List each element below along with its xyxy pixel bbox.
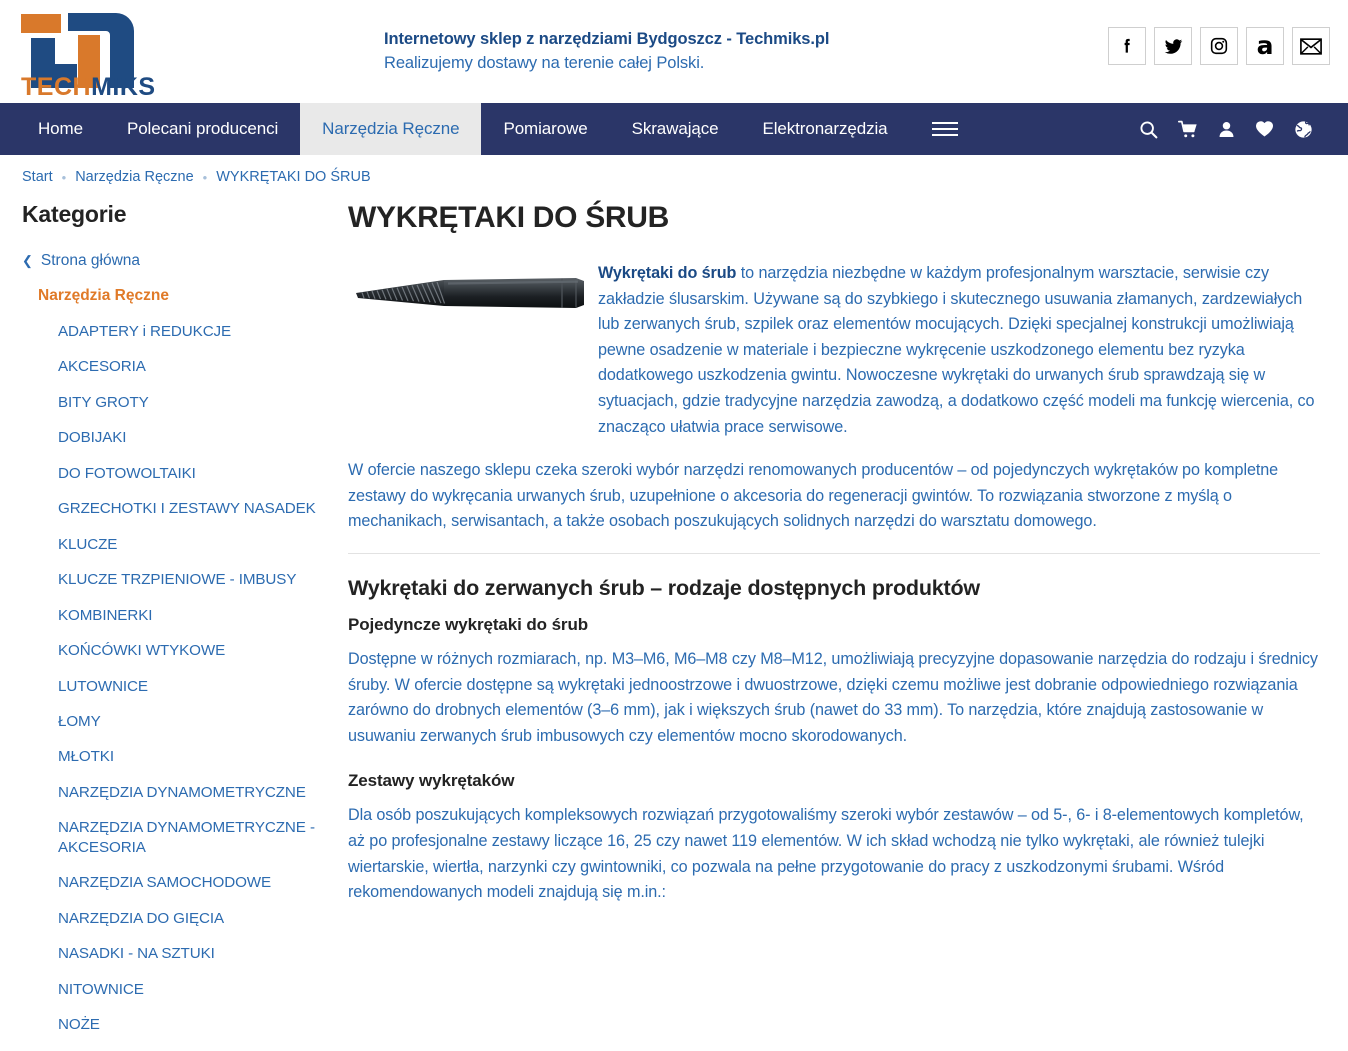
nav-item-skrawajace[interactable]: Skrawające (631, 119, 719, 138)
instagram-button[interactable] (1200, 27, 1238, 65)
category-sidebar (0, 201, 330, 1051)
logo-mark (12, 4, 162, 99)
user-icon[interactable] (1217, 119, 1236, 140)
nav-item-narzedzia-reczne[interactable]: Narzędzia Ręczne (300, 103, 481, 155)
intro-row (348, 261, 1320, 458)
envelope-icon (1300, 38, 1322, 55)
page-title: WYKRĘTAKI DO ŚRUB (348, 201, 670, 234)
logo-text-tech: TECH (21, 73, 92, 101)
sidebar-item-nasadki-na-sztuki[interactable]: NASADKI - NA SZTUKI (58, 945, 215, 963)
sidebar-item-narzedzia-dynamometryczne[interactable]: NARZĘDZIA DYNAMOMETRYCZNE (58, 783, 306, 801)
allegro-button[interactable] (1246, 27, 1284, 65)
sidebar-item-grzechotki-i-zestawy-nasadek[interactable]: GRZECHOTKI I ZESTAWY NASADEK (58, 500, 316, 518)
breadcrumb-item-current[interactable]: WYKRĘTAKI DO ŚRUB (216, 169, 371, 185)
sidebar-item-akcesoria[interactable]: AKCESORIA (58, 358, 146, 376)
header-subtitle: Realizujemy dostawy na terenie całej Polski. (384, 53, 705, 72)
sidebar-item-current-category[interactable]: Narzędzia Ręczne (38, 287, 169, 304)
sidebar-item-home[interactable] (22, 252, 330, 270)
paragraph-2: W ofercie naszego sklepu czeka szeroki wybór narzędzi renomowanych producentów – od pojedynczych wykrętaków po kompletne zestawy do wykręcania urwanych śrub, uzupełnione o akcesoria do regeneracji gwintów. To rozwiązania stworzone z myślą o mechanikach, serwisantach, a także osobach poszukujących solidnych narzędzi do warsztatu domowego. (348, 461, 1279, 531)
site-header (0, 0, 1348, 103)
nav-item-pomiarowe[interactable]: Pomiarowe (503, 119, 588, 138)
subsection-heading-1: Pojedyncze wykrętaki do śrub (348, 614, 589, 634)
section-divider (348, 553, 1320, 554)
sidebar-item-koncowki-wtykowe[interactable]: KOŃCÓWKI WTYKOWE (58, 642, 226, 660)
breadcrumb-separator: • (61, 169, 67, 185)
site-logo[interactable] (12, 4, 162, 99)
sidebar-item-bity-groty[interactable]: BITY GROTY (58, 393, 149, 411)
page-content (0, 185, 1348, 1051)
header-tagline (384, 28, 829, 76)
main-column (330, 201, 1348, 1051)
intro-text (598, 261, 1320, 458)
screw-extractor-icon (348, 267, 588, 327)
subsection-heading-2: Zestawy wykrętaków (348, 771, 515, 791)
heart-icon[interactable] (1254, 119, 1275, 139)
section-heading: Wykrętaki do zerwanych śrub – rodzaje dostępnych produktów (348, 575, 980, 600)
sidebar-item-narzedzia-do-giecia[interactable]: NARZĘDZIA DO GIĘCIA (58, 909, 225, 927)
header-title: Internetowy sklep z narzędziami Bydgoszcz - Techmiks.pl (384, 29, 830, 48)
sidebar-item-label: Strona główna (40, 252, 140, 269)
sidebar-item-narzedzia-samochodowe[interactable]: NARZĘDZIA SAMOCHODOWE (58, 874, 272, 892)
breadcrumb (0, 155, 1348, 185)
subsection-paragraph-2: Dla osób poszukujących kompleksowych rozwiązań przygotowaliśmy szeroki wybór zestawów – od 5-, 6- i 8-elementowych kompletów, aż po profesjonalne zestawy liczące 16, 25 czy nawet 119 elementów. W ich skład wchodzą nie tylko wykrętaki, ale również tulejki wiertarskie, wiertła, narzynki czy gwintowniki, co pozwala na pełne przygotowanie do pracy z uszkodzonymi śrubami. Wśród rekomendowanych modeli znajdują się m.in.: (348, 806, 1304, 902)
sidebar-item-klucze-trzpieniowe-imbusy[interactable]: KLUCZE TRZPIENIOWE - IMBUSY (58, 571, 297, 589)
sidebar-item-do-fotowoltaiki[interactable]: DO FOTOWOLTAIKI (58, 464, 196, 482)
nav-item-elektronarzedzia[interactable]: Elektronarzędzia (762, 119, 888, 138)
facebook-button[interactable] (1108, 27, 1146, 65)
subsection-paragraph-1: Dostępne w różnych rozmiarach, np. M3–M6, M6–M8 czy M8–M12, umożliwiają precyzyjne dopasowanie narzędzia do rodzaju i średnicy śruby. W ofercie dostępne są wykrętaki jednoostrzowe i dwuostrzowe, dzięki czemu możliwe jest dobranie odpowiedniego rozwiązania zarówno do drobnych elementów (3–6 mm), jak i większych śrub (nawet do 33 mm). To narzędzia, które znajdują zastosowanie w usuwaniu zerwanych śrub imbusowych czy elementów mocno skorodowanych. (348, 649, 1318, 745)
sidebar-item-kombinerki[interactable]: KOMBINERKI (58, 606, 153, 624)
nav-utility-icons (1138, 103, 1314, 155)
intro-paragraph (598, 261, 1320, 440)
instagram-icon (1209, 36, 1229, 56)
hamburger-icon (932, 118, 958, 140)
sidebar-item-narzedzia-dynamometryczne-akcesoria[interactable]: NARZĘDZIA DYNAMOMETRYCZNE - AKCESORIA (58, 819, 315, 856)
sidebar-item-lutownice[interactable]: LUTOWNICE (58, 677, 148, 695)
nav-item-home[interactable]: Home (38, 119, 83, 138)
cart-icon[interactable] (1177, 119, 1199, 140)
sidebar-item-lomy[interactable]: ŁOMY (58, 712, 101, 730)
main-navigation (0, 103, 1348, 155)
sidebar-heading: Kategorie (22, 201, 127, 227)
breadcrumb-item-start[interactable]: Start (22, 169, 53, 185)
hamburger-menu-button[interactable] (910, 103, 980, 155)
allegro-letter: a (1256, 30, 1274, 60)
sidebar-item-klucze[interactable]: KLUCZE (58, 535, 118, 553)
intro-paragraph-rest: to narzędzia niezbędne w każdym profesjonalnym warsztacie, serwisie czy zakładzie ślusarskim. Używane są do szybkiego i skutecznego usuwania złamanych, zardzewiałych lub zerwanych śrub, szpilek oraz elementów mocujących. Dzięki specjalnej konstrukcji umożliwiają pewne osadzenie w materiale i bezpieczne wykręcenie uszkodzonego elementu bez ryzyka dodatkowego uszkodzenia gwintu. Nowoczesne wykrętaki do urwanych śrub sprawdzają się w sytuacjach, gdzie tradycyjne narzędzia zawodzą, a dodatkowo część modeli ma funkcję wiercenia, co znacząco ułatwia prace serwisowe. (598, 264, 1315, 436)
logo-text-miks: MIKS (91, 73, 156, 101)
email-button[interactable] (1292, 27, 1330, 65)
breadcrumb-item-narzedzia-reczne[interactable]: Narzędzia Ręczne (75, 169, 194, 185)
sidebar-item-dobijaki[interactable]: DOBIJAKI (58, 429, 127, 447)
facebook-icon (1117, 36, 1137, 56)
svg-text:TECHMIKS (21, 73, 156, 101)
search-icon[interactable] (1138, 119, 1159, 140)
intro-lead-bold: Wykrętaki do śrub (598, 264, 737, 282)
social-links (1108, 27, 1330, 65)
sidebar-item-adaptery-i-redukcje[interactable]: ADAPTERY i REDUKCJE (58, 323, 232, 340)
sidebar-item-nitownice[interactable]: NITOWNICE (58, 980, 144, 998)
chevron-left-icon: ❮ (22, 253, 33, 268)
product-image[interactable] (348, 261, 598, 327)
breadcrumb-separator: • (202, 169, 208, 185)
nav-item-polecani-producenci[interactable]: Polecani producenci (126, 119, 279, 138)
sidebar-item-noze[interactable]: NOŻE (58, 1016, 100, 1034)
sidebar-subcategory-list (58, 322, 330, 1035)
twitter-button[interactable] (1154, 27, 1192, 65)
twitter-icon (1163, 36, 1184, 57)
globe-icon[interactable] (1293, 119, 1314, 140)
sidebar-item-mlotki[interactable]: MŁOTKI (58, 748, 114, 766)
